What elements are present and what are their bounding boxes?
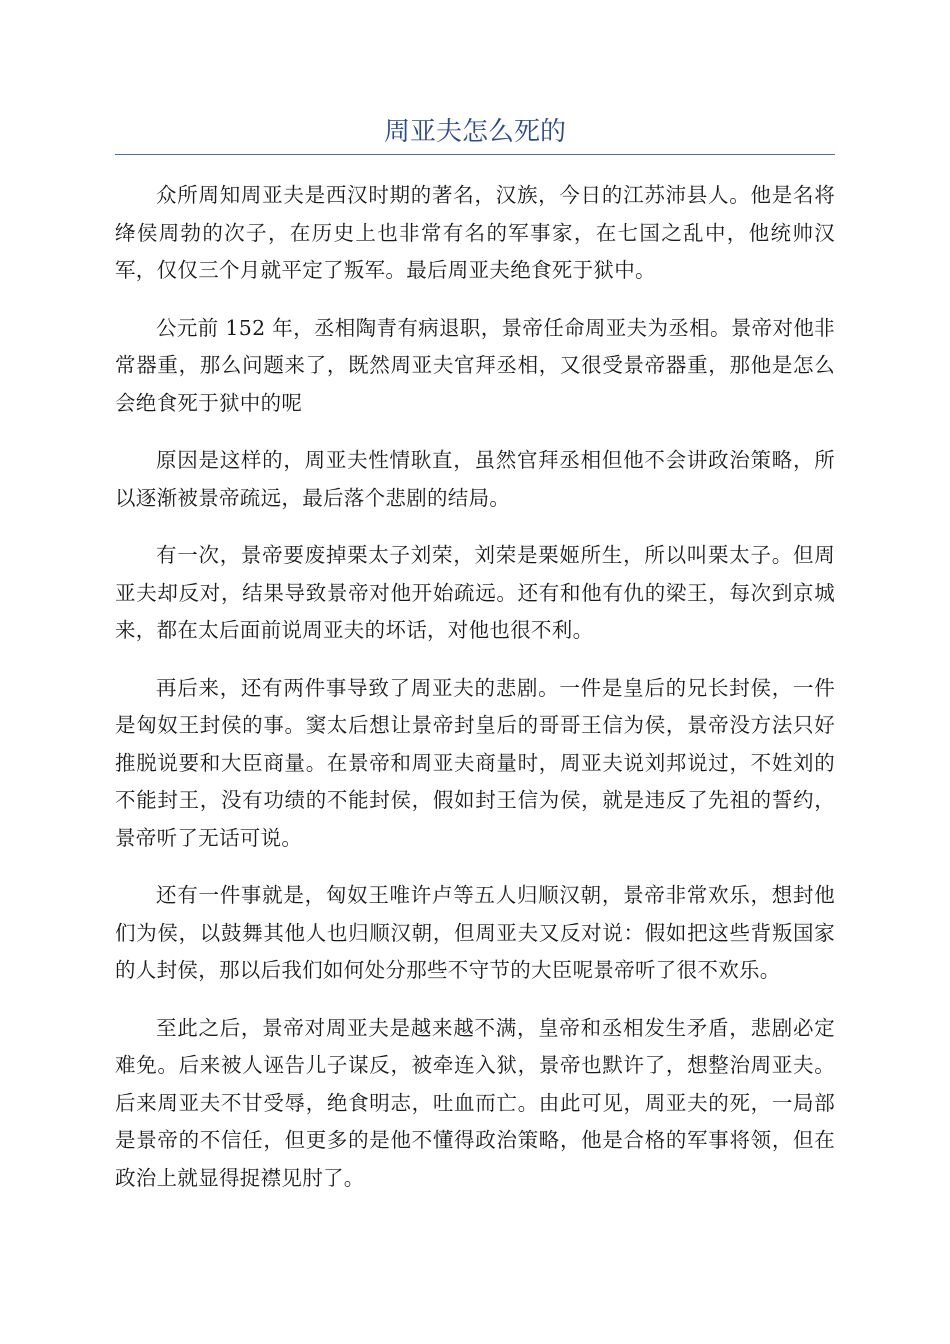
document-page [115, 110, 835, 1217]
paragraph-6: 还有一件事就是，匈奴王唯许卢等五人归顺汉朝，景帝非常欢乐，想封他们为侯，以鼓舞其他人也归顺汉朝，但周亚夫又反对说：假如把这些背叛国家的人封侯，那以后我们如何处分那些不守节的大臣呢景帝听了很不欢乐。 [115, 883, 835, 982]
paragraph-5: 再后来，还有两件事导致了周亚夫的悲剧。一件是皇后的兄长封侯，一件是匈奴王封侯的事。窦太后想让景帝封皇后的哥哥王信为侯，景帝没方法只好推脱说要和大臣商量。在景帝和周亚夫商量时，周亚夫说刘邦说过，不姓刘的不能封王，没有功绩的不能封侯，假如封王信为侯，就是违反了先祖的誓约，景帝听了无话可说。 [115, 675, 835, 850]
paragraph-7: 至此之后，景帝对周亚夫是越来越不满，皇帝和丞相发生矛盾，悲剧必定难免。后来被人诬告儿子谋反，被牵连入狱，景帝也默许了，想整治周亚夫。后来周亚夫不甘受辱，绝食明志，吐血而亡。由此可见，周亚夫的死，一局部是景帝的不信任，但更多的是他不懂得政治策略，他是合格的军事将领，但在政治上就显得捉襟见肘了。 [115, 1015, 835, 1190]
page-title: 周亚夫怎么死的 [383, 117, 566, 147]
title-underline [115, 154, 835, 155]
paragraph-1: 众所周知周亚夫是西汉时期的著名，汉族，今日的江苏沛县人。他是名将绛侯周勃的次子，在历史上也非常有名的军事家，在七国之乱中，他统帅汉军，仅仅三个月就平定了叛军。最后周亚夫绝食死于狱中。 [115, 183, 835, 282]
paragraph-4: 有一次，景帝要废掉栗太子刘荣，刘荣是栗姬所生，所以叫栗太子。但周亚夫却反对，结果导致景帝对他开始疏远。还有和他有仇的梁王，每次到京城来，都在太后面前说周亚夫的坏话，对他也很不利。 [115, 543, 835, 642]
paragraph-3: 原因是这样的，周亚夫性情耿直，虽然官拜丞相但他不会讲政治策略，所以逐渐被景帝疏远，最后落个悲剧的结局。 [115, 448, 835, 510]
paragraph-2: 公元前 152 年，丞相陶青有病退职，景帝任命周亚夫为丞相。景帝对他非常器重，那么问题来了，既然周亚夫官拜丞相，又很受景帝器重，那他是怎么会绝食死于狱中的呢 [115, 315, 835, 415]
